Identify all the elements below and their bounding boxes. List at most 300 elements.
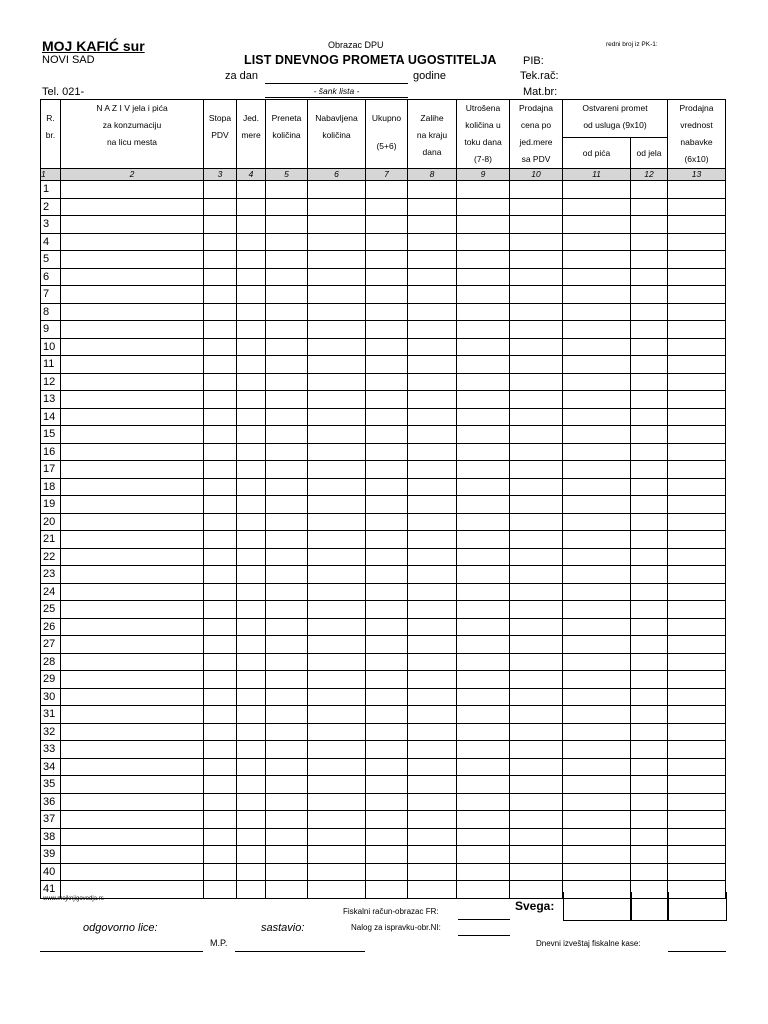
table-cell[interactable] <box>308 426 366 444</box>
table-cell[interactable] <box>457 233 510 251</box>
table-cell[interactable] <box>631 443 668 461</box>
table-cell[interactable] <box>408 233 457 251</box>
table-cell[interactable] <box>563 706 631 724</box>
table-cell[interactable] <box>563 478 631 496</box>
table-cell[interactable] <box>61 548 204 566</box>
table-cell[interactable] <box>204 268 237 286</box>
table-cell[interactable] <box>204 373 237 391</box>
table-cell[interactable] <box>668 426 726 444</box>
table-cell[interactable] <box>61 583 204 601</box>
table-cell[interactable] <box>510 286 563 304</box>
table-cell[interactable] <box>366 216 408 234</box>
table-cell[interactable] <box>61 671 204 689</box>
table-cell[interactable] <box>204 601 237 619</box>
table-cell[interactable] <box>237 408 266 426</box>
table-cell[interactable] <box>457 548 510 566</box>
table-cell[interactable] <box>61 391 204 409</box>
table-cell[interactable] <box>631 496 668 514</box>
table-cell[interactable] <box>366 863 408 881</box>
table-cell[interactable] <box>237 653 266 671</box>
table-cell[interactable] <box>457 741 510 759</box>
table-cell[interactable] <box>408 881 457 899</box>
table-cell[interactable] <box>563 828 631 846</box>
table-cell[interactable] <box>61 846 204 864</box>
table-cell[interactable] <box>266 583 308 601</box>
table-cell[interactable] <box>61 636 204 654</box>
table-cell[interactable] <box>266 531 308 549</box>
table-cell[interactable] <box>266 286 308 304</box>
table-cell[interactable] <box>668 373 726 391</box>
table-cell[interactable] <box>308 478 366 496</box>
table-cell[interactable] <box>237 636 266 654</box>
table-cell[interactable] <box>563 338 631 356</box>
table-cell[interactable] <box>308 723 366 741</box>
table-cell[interactable] <box>204 706 237 724</box>
table-cell[interactable] <box>563 268 631 286</box>
table-cell[interactable] <box>631 671 668 689</box>
table-cell[interactable] <box>563 583 631 601</box>
table-cell[interactable] <box>237 233 266 251</box>
table-cell[interactable] <box>631 706 668 724</box>
table-cell[interactable] <box>631 373 668 391</box>
table-cell[interactable] <box>457 688 510 706</box>
table-cell[interactable] <box>408 216 457 234</box>
table-cell[interactable] <box>631 356 668 374</box>
table-cell[interactable] <box>266 723 308 741</box>
table-cell[interactable] <box>510 758 563 776</box>
table-cell[interactable] <box>61 303 204 321</box>
table-cell[interactable] <box>308 198 366 216</box>
table-cell[interactable] <box>457 513 510 531</box>
table-cell[interactable] <box>266 636 308 654</box>
table-cell[interactable] <box>510 706 563 724</box>
table-cell[interactable] <box>631 601 668 619</box>
table-cell[interactable] <box>631 758 668 776</box>
table-cell[interactable] <box>266 373 308 391</box>
table-cell[interactable] <box>457 461 510 479</box>
table-cell[interactable] <box>237 443 266 461</box>
table-cell[interactable] <box>631 618 668 636</box>
table-cell[interactable] <box>204 863 237 881</box>
table-cell[interactable] <box>510 881 563 899</box>
table-cell[interactable] <box>366 391 408 409</box>
table-cell[interactable] <box>631 198 668 216</box>
table-cell[interactable] <box>563 846 631 864</box>
table-cell[interactable] <box>668 723 726 741</box>
table-cell[interactable] <box>308 303 366 321</box>
table-cell[interactable] <box>668 548 726 566</box>
table-cell[interactable] <box>204 513 237 531</box>
table-cell[interactable] <box>457 601 510 619</box>
table-cell[interactable] <box>563 863 631 881</box>
table-cell[interactable] <box>61 741 204 759</box>
table-cell[interactable] <box>266 776 308 794</box>
table-cell[interactable] <box>457 216 510 234</box>
table-cell[interactable] <box>204 443 237 461</box>
table-cell[interactable] <box>563 636 631 654</box>
table-cell[interactable] <box>266 251 308 269</box>
table-cell[interactable] <box>237 513 266 531</box>
table-cell[interactable] <box>366 793 408 811</box>
table-cell[interactable] <box>668 268 726 286</box>
table-cell[interactable] <box>204 321 237 339</box>
table-cell[interactable] <box>237 846 266 864</box>
table-cell[interactable] <box>563 356 631 374</box>
table-cell[interactable] <box>510 496 563 514</box>
table-cell[interactable] <box>61 863 204 881</box>
table-cell[interactable] <box>631 636 668 654</box>
table-cell[interactable] <box>408 583 457 601</box>
table-cell[interactable] <box>510 793 563 811</box>
table-cell[interactable] <box>61 723 204 741</box>
table-cell[interactable] <box>308 758 366 776</box>
table-cell[interactable] <box>631 286 668 304</box>
table-cell[interactable] <box>366 688 408 706</box>
table-cell[interactable] <box>510 426 563 444</box>
date-field[interactable] <box>265 83 408 84</box>
table-cell[interactable] <box>408 286 457 304</box>
table-cell[interactable] <box>308 233 366 251</box>
table-cell[interactable] <box>266 321 308 339</box>
table-cell[interactable] <box>204 566 237 584</box>
table-cell[interactable] <box>668 566 726 584</box>
table-cell[interactable] <box>266 216 308 234</box>
table-cell[interactable] <box>668 688 726 706</box>
table-cell[interactable] <box>308 846 366 864</box>
table-cell[interactable] <box>668 496 726 514</box>
table-cell[interactable] <box>563 373 631 391</box>
table-cell[interactable] <box>266 828 308 846</box>
table-cell[interactable] <box>631 338 668 356</box>
table-cell[interactable] <box>510 863 563 881</box>
table-cell[interactable] <box>266 338 308 356</box>
table-cell[interactable] <box>237 828 266 846</box>
table-cell[interactable] <box>204 636 237 654</box>
table-cell[interactable] <box>408 198 457 216</box>
table-cell[interactable] <box>366 583 408 601</box>
table-cell[interactable] <box>204 408 237 426</box>
table-cell[interactable] <box>204 846 237 864</box>
table-cell[interactable] <box>631 566 668 584</box>
table-cell[interactable] <box>457 391 510 409</box>
table-cell[interactable] <box>563 793 631 811</box>
table-cell[interactable] <box>668 198 726 216</box>
table-cell[interactable] <box>408 566 457 584</box>
table-cell[interactable] <box>61 443 204 461</box>
table-cell[interactable] <box>204 828 237 846</box>
table-cell[interactable] <box>668 303 726 321</box>
table-cell[interactable] <box>308 828 366 846</box>
table-cell[interactable] <box>237 688 266 706</box>
table-cell[interactable] <box>366 338 408 356</box>
table-cell[interactable] <box>510 776 563 794</box>
table-cell[interactable] <box>563 461 631 479</box>
table-cell[interactable] <box>366 268 408 286</box>
table-cell[interactable] <box>308 636 366 654</box>
table-cell[interactable] <box>204 793 237 811</box>
table-cell[interactable] <box>308 653 366 671</box>
table-cell[interactable] <box>204 776 237 794</box>
table-cell[interactable] <box>408 828 457 846</box>
table-cell[interactable] <box>61 408 204 426</box>
table-cell[interactable] <box>510 601 563 619</box>
table-cell[interactable] <box>266 863 308 881</box>
table-cell[interactable] <box>408 321 457 339</box>
table-cell[interactable] <box>510 461 563 479</box>
table-cell[interactable] <box>366 443 408 461</box>
table-cell[interactable] <box>408 741 457 759</box>
table-cell[interactable] <box>457 811 510 829</box>
table-cell[interactable] <box>61 426 204 444</box>
table-cell[interactable] <box>668 531 726 549</box>
table-cell[interactable] <box>61 653 204 671</box>
table-cell[interactable] <box>510 233 563 251</box>
table-cell[interactable] <box>366 671 408 689</box>
table-cell[interactable] <box>266 233 308 251</box>
table-cell[interactable] <box>457 723 510 741</box>
table-cell[interactable] <box>204 881 237 899</box>
table-cell[interactable] <box>668 233 726 251</box>
table-cell[interactable] <box>668 408 726 426</box>
table-cell[interactable] <box>510 653 563 671</box>
table-cell[interactable] <box>237 321 266 339</box>
table-cell[interactable] <box>510 846 563 864</box>
table-cell[interactable] <box>366 758 408 776</box>
table-cell[interactable] <box>204 758 237 776</box>
table-cell[interactable] <box>266 601 308 619</box>
table-cell[interactable] <box>366 321 408 339</box>
table-cell[interactable] <box>408 706 457 724</box>
table-cell[interactable] <box>237 566 266 584</box>
table-cell[interactable] <box>366 478 408 496</box>
table-cell[interactable] <box>510 443 563 461</box>
table-cell[interactable] <box>563 618 631 636</box>
table-cell[interactable] <box>510 181 563 199</box>
table-cell[interactable] <box>237 863 266 881</box>
table-cell[interactable] <box>61 181 204 199</box>
table-cell[interactable] <box>266 426 308 444</box>
table-cell[interactable] <box>366 286 408 304</box>
table-cell[interactable] <box>308 496 366 514</box>
table-cell[interactable] <box>61 601 204 619</box>
table-cell[interactable] <box>510 356 563 374</box>
table-cell[interactable] <box>266 198 308 216</box>
table-cell[interactable] <box>204 251 237 269</box>
table-cell[interactable] <box>510 723 563 741</box>
table-cell[interactable] <box>668 478 726 496</box>
table-cell[interactable] <box>668 741 726 759</box>
table-cell[interactable] <box>308 793 366 811</box>
table-cell[interactable] <box>631 863 668 881</box>
table-cell[interactable] <box>457 758 510 776</box>
table-cell[interactable] <box>457 443 510 461</box>
table-cell[interactable] <box>408 496 457 514</box>
table-cell[interactable] <box>308 566 366 584</box>
table-cell[interactable] <box>631 233 668 251</box>
table-cell[interactable] <box>510 671 563 689</box>
table-cell[interactable] <box>457 618 510 636</box>
table-cell[interactable] <box>631 811 668 829</box>
table-cell[interactable] <box>266 356 308 374</box>
table-cell[interactable] <box>308 811 366 829</box>
table-cell[interactable] <box>366 531 408 549</box>
table-cell[interactable] <box>457 321 510 339</box>
table-cell[interactable] <box>61 356 204 374</box>
table-cell[interactable] <box>457 286 510 304</box>
table-cell[interactable] <box>204 548 237 566</box>
table-cell[interactable] <box>308 286 366 304</box>
table-cell[interactable] <box>204 723 237 741</box>
table-cell[interactable] <box>457 636 510 654</box>
table-cell[interactable] <box>308 408 366 426</box>
table-cell[interactable] <box>668 758 726 776</box>
table-cell[interactable] <box>668 216 726 234</box>
table-cell[interactable] <box>366 461 408 479</box>
table-cell[interactable] <box>308 618 366 636</box>
table-cell[interactable] <box>61 216 204 234</box>
table-cell[interactable] <box>61 268 204 286</box>
table-cell[interactable] <box>237 478 266 496</box>
table-cell[interactable] <box>366 776 408 794</box>
table-cell[interactable] <box>204 618 237 636</box>
table-cell[interactable] <box>237 198 266 216</box>
table-cell[interactable] <box>266 548 308 566</box>
table-cell[interactable] <box>237 356 266 374</box>
table-cell[interactable] <box>510 408 563 426</box>
table-cell[interactable] <box>266 408 308 426</box>
table-cell[interactable] <box>366 881 408 899</box>
table-cell[interactable] <box>457 531 510 549</box>
table-cell[interactable] <box>408 268 457 286</box>
table-cell[interactable] <box>563 811 631 829</box>
table-cell[interactable] <box>631 531 668 549</box>
table-cell[interactable] <box>563 566 631 584</box>
table-cell[interactable] <box>457 776 510 794</box>
table-cell[interactable] <box>237 461 266 479</box>
table-cell[interactable] <box>237 671 266 689</box>
table-cell[interactable] <box>668 793 726 811</box>
table-cell[interactable] <box>266 793 308 811</box>
table-cell[interactable] <box>510 583 563 601</box>
table-cell[interactable] <box>563 408 631 426</box>
table-cell[interactable] <box>631 653 668 671</box>
table-cell[interactable] <box>408 513 457 531</box>
table-cell[interactable] <box>510 268 563 286</box>
table-cell[interactable] <box>366 653 408 671</box>
table-cell[interactable] <box>631 321 668 339</box>
table-cell[interactable] <box>61 286 204 304</box>
table-cell[interactable] <box>204 338 237 356</box>
table-cell[interactable] <box>308 321 366 339</box>
table-cell[interactable] <box>266 741 308 759</box>
table-cell[interactable] <box>308 443 366 461</box>
table-cell[interactable] <box>308 391 366 409</box>
table-cell[interactable] <box>237 216 266 234</box>
table-cell[interactable] <box>266 461 308 479</box>
table-cell[interactable] <box>366 811 408 829</box>
table-cell[interactable] <box>631 741 668 759</box>
table-cell[interactable] <box>266 181 308 199</box>
table-cell[interactable] <box>408 181 457 199</box>
table-cell[interactable] <box>408 478 457 496</box>
table-cell[interactable] <box>408 251 457 269</box>
table-cell[interactable] <box>668 321 726 339</box>
table-cell[interactable] <box>237 548 266 566</box>
table-cell[interactable] <box>61 251 204 269</box>
table-cell[interactable] <box>308 776 366 794</box>
table-cell[interactable] <box>366 373 408 391</box>
table-cell[interactable] <box>668 181 726 199</box>
table-cell[interactable] <box>237 741 266 759</box>
table-cell[interactable] <box>204 391 237 409</box>
table-cell[interactable] <box>61 321 204 339</box>
table-cell[interactable] <box>457 583 510 601</box>
table-cell[interactable] <box>237 391 266 409</box>
table-cell[interactable] <box>61 566 204 584</box>
table-cell[interactable] <box>457 268 510 286</box>
table-cell[interactable] <box>457 863 510 881</box>
table-cell[interactable] <box>563 286 631 304</box>
table-cell[interactable] <box>237 338 266 356</box>
table-cell[interactable] <box>408 688 457 706</box>
table-cell[interactable] <box>510 478 563 496</box>
table-cell[interactable] <box>668 356 726 374</box>
table-cell[interactable] <box>61 706 204 724</box>
table-cell[interactable] <box>408 373 457 391</box>
table-cell[interactable] <box>510 321 563 339</box>
table-cell[interactable] <box>510 566 563 584</box>
table-cell[interactable] <box>563 233 631 251</box>
table-cell[interactable] <box>237 776 266 794</box>
table-cell[interactable] <box>308 461 366 479</box>
table-cell[interactable] <box>237 706 266 724</box>
table-cell[interactable] <box>237 583 266 601</box>
table-cell[interactable] <box>204 233 237 251</box>
daily-report-field[interactable] <box>668 951 726 952</box>
table-cell[interactable] <box>510 338 563 356</box>
table-cell[interactable] <box>668 863 726 881</box>
table-cell[interactable] <box>61 198 204 216</box>
table-cell[interactable] <box>61 513 204 531</box>
table-cell[interactable] <box>366 706 408 724</box>
table-cell[interactable] <box>668 286 726 304</box>
table-cell[interactable] <box>266 268 308 286</box>
table-cell[interactable] <box>457 373 510 391</box>
table-cell[interactable] <box>237 618 266 636</box>
table-cell[interactable] <box>457 828 510 846</box>
table-cell[interactable] <box>61 828 204 846</box>
table-cell[interactable] <box>457 793 510 811</box>
table-cell[interactable] <box>510 688 563 706</box>
table-cell[interactable] <box>237 496 266 514</box>
table-cell[interactable] <box>457 653 510 671</box>
table-cell[interactable] <box>510 198 563 216</box>
table-cell[interactable] <box>408 461 457 479</box>
table-cell[interactable] <box>408 531 457 549</box>
table-cell[interactable] <box>668 811 726 829</box>
table-cell[interactable] <box>563 251 631 269</box>
table-cell[interactable] <box>563 723 631 741</box>
table-cell[interactable] <box>237 793 266 811</box>
table-cell[interactable] <box>308 688 366 706</box>
table-cell[interactable] <box>668 653 726 671</box>
table-cell[interactable] <box>510 828 563 846</box>
table-cell[interactable] <box>668 618 726 636</box>
table-cell[interactable] <box>366 741 408 759</box>
table-cell[interactable] <box>204 181 237 199</box>
table-cell[interactable] <box>237 268 266 286</box>
table-cell[interactable] <box>204 461 237 479</box>
